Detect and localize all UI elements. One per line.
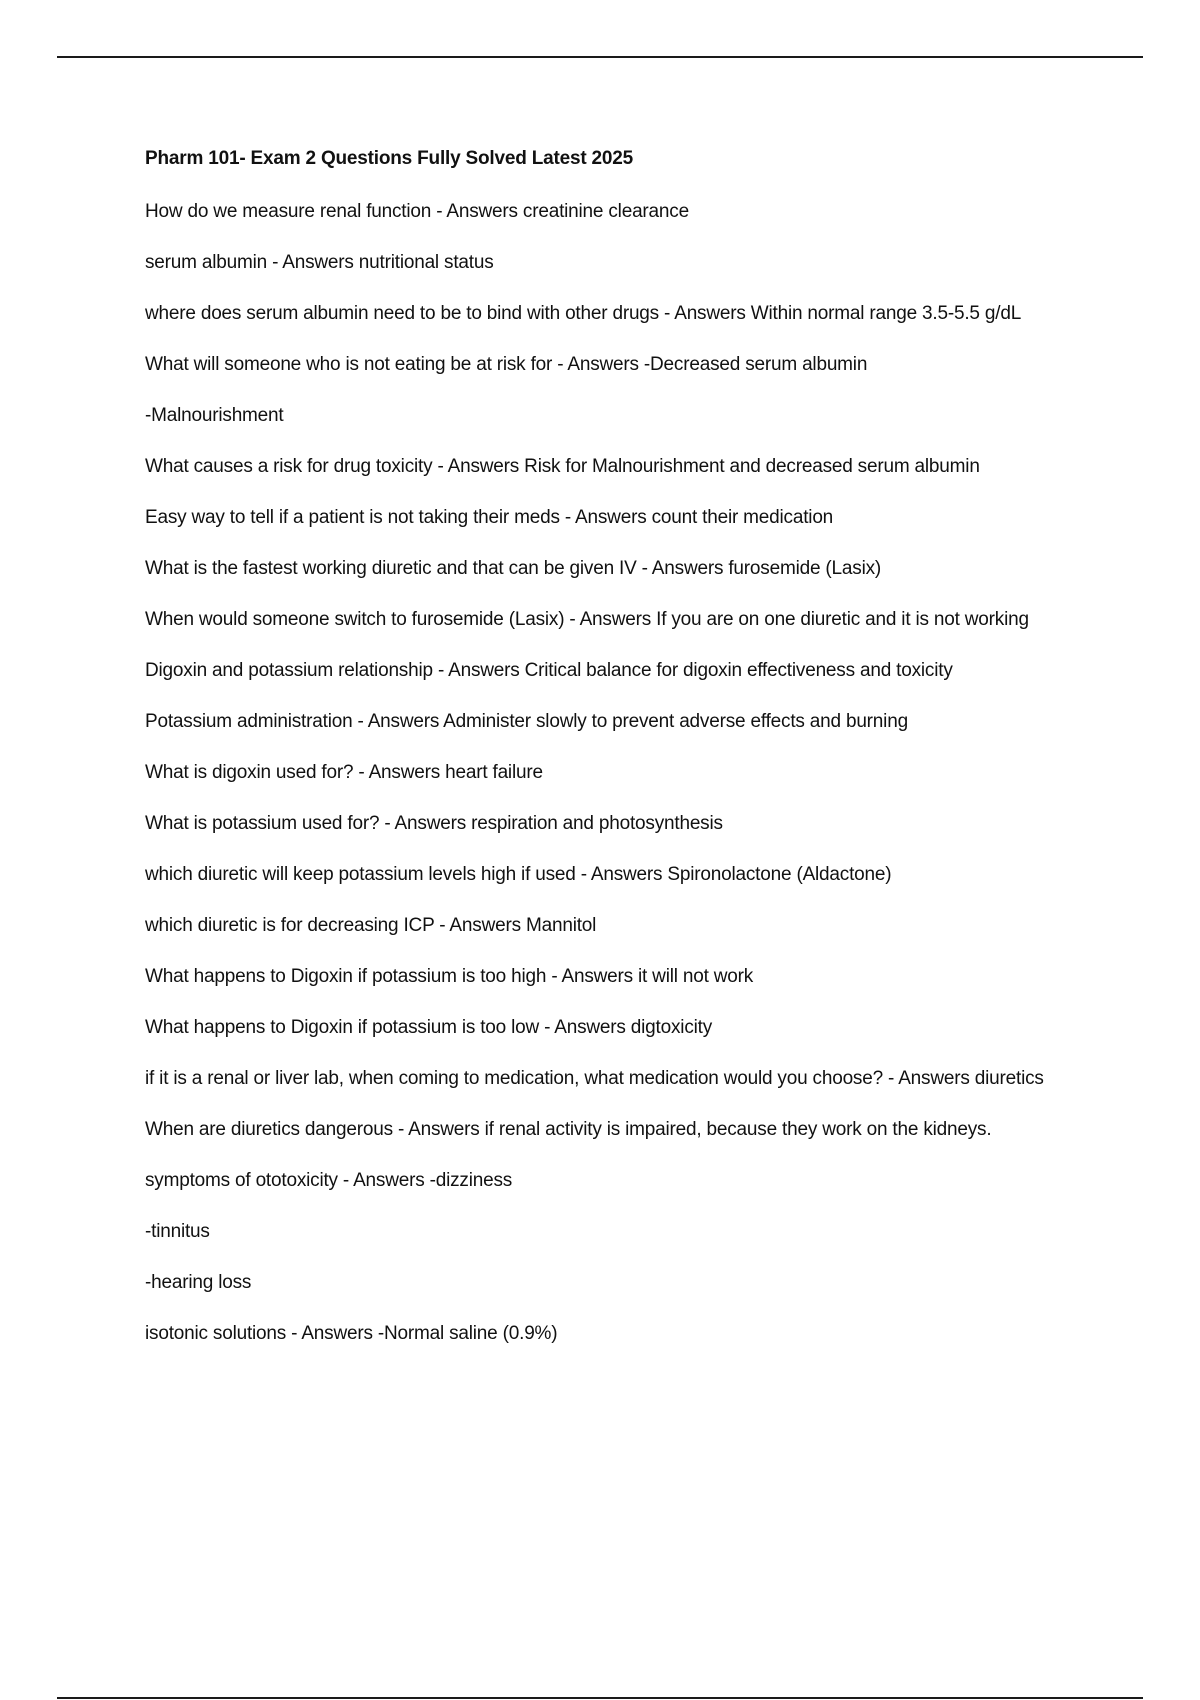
qa-line: which diuretic will keep potassium levels high if used - Answers Spironolactone (Aldactone): [145, 864, 892, 885]
qa-line: Potassium administration - Answers Administer slowly to prevent adverse effects and burning: [145, 711, 908, 732]
document-title: Pharm 101- Exam 2 Questions Fully Solved Latest 2025: [145, 148, 634, 169]
qa-line: What is the fastest working diuretic and that can be given IV - Answers furosemide (Lasix): [145, 558, 882, 579]
qa-line: What happens to Digoxin if potassium is too low - Answers digtoxicity: [145, 1017, 713, 1038]
qa-line: which diuretic is for decreasing ICP - Answers Mannitol: [145, 915, 597, 936]
qa-line: What causes a risk for drug toxicity - Answers Risk for Malnourishment and decreased serum albumin: [145, 456, 980, 477]
qa-line: serum albumin - Answers nutritional status: [145, 252, 494, 273]
qa-line: What is potassium used for? - Answers respiration and photosynthesis: [145, 813, 723, 834]
qa-line: Easy way to tell if a patient is not taking their meds - Answers count their medication: [145, 507, 834, 528]
qa-line: -hearing loss: [145, 1272, 252, 1293]
qa-line: How do we measure renal function - Answers creatinine clearance: [145, 201, 689, 222]
qa-line: Digoxin and potassium relationship - Answers Critical balance for digoxin effectiveness and toxicity: [145, 660, 953, 681]
qa-line: What happens to Digoxin if potassium is too high - Answers it will not work: [145, 966, 754, 987]
qa-line: symptoms of ototoxicity - Answers -dizziness: [145, 1170, 513, 1191]
header-rule: [57, 56, 1143, 58]
qa-line: What is digoxin used for? - Answers heart failure: [145, 762, 543, 783]
qa-line: -Malnourishment: [145, 405, 284, 426]
qa-line: When would someone switch to furosemide (Lasix) - Answers If you are on one diuretic and it is not working: [145, 609, 1029, 630]
qa-line: What will someone who is not eating be at risk for - Answers -Decreased serum albumin: [145, 354, 868, 375]
qa-line: When are diuretics dangerous - Answers if renal activity is impaired, because they work on the kidneys.: [145, 1119, 992, 1140]
qa-line: isotonic solutions - Answers -Normal saline (0.9%): [145, 1323, 558, 1344]
footer-rule: [57, 1697, 1143, 1699]
qa-line: where does serum albumin need to be to bind with other drugs - Answers Within normal range 3.5-5.5 g/dL: [145, 303, 1022, 324]
qa-line: if it is a renal or liver lab, when coming to medication, what medication would you choose? - Answers diuretics: [145, 1068, 1044, 1089]
qa-line: -tinnitus: [145, 1221, 210, 1242]
document-body: [145, 146, 1085, 1370]
